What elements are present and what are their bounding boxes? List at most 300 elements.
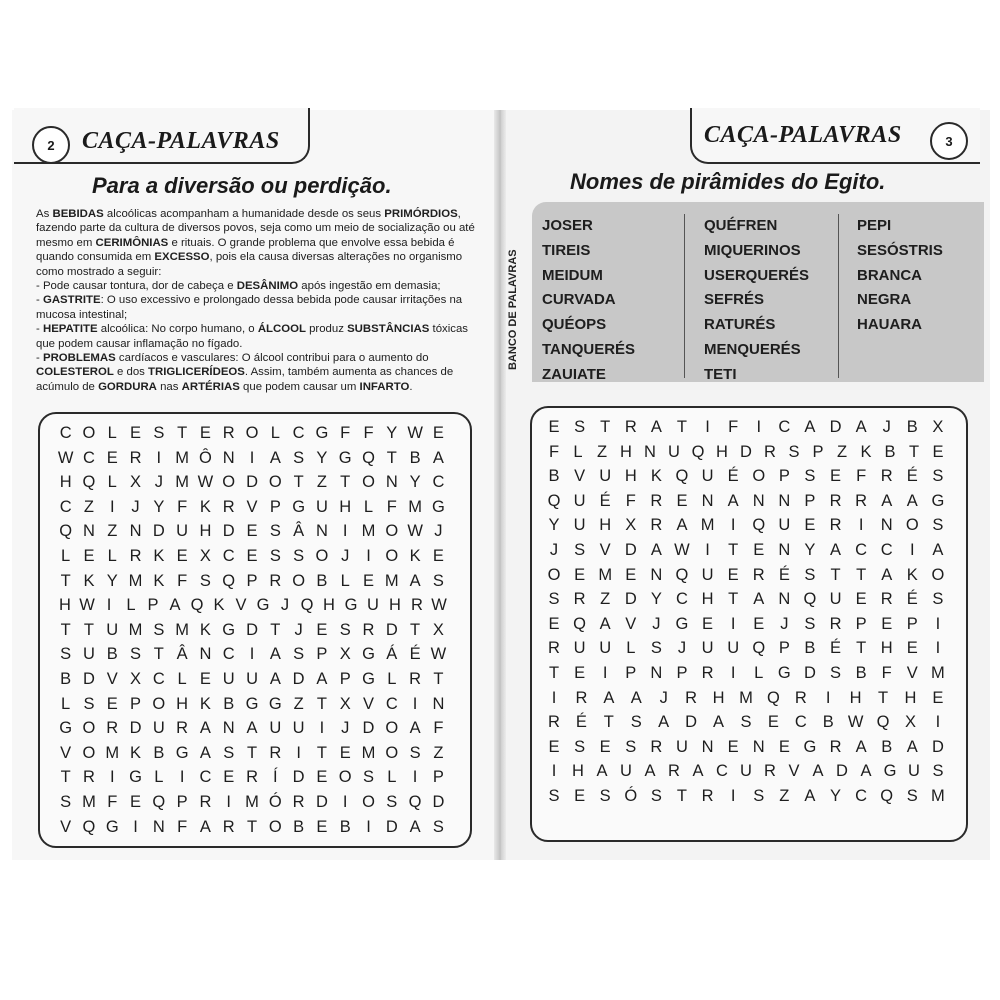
grid-letter[interactable]: M (598, 565, 613, 584)
grid-letter[interactable]: R (573, 590, 586, 609)
grid-letter[interactable]: W (430, 645, 447, 664)
grid-letter[interactable]: Z (779, 787, 790, 805)
grid-letter[interactable]: O (292, 571, 306, 590)
grid-letter[interactable]: V (363, 694, 375, 713)
grid-letter[interactable]: K (650, 467, 662, 486)
grid-letter[interactable]: E (906, 639, 918, 658)
grid-letter[interactable]: D (385, 620, 398, 639)
grid-letter[interactable]: R (650, 516, 663, 535)
grid-letter[interactable]: C (222, 547, 235, 565)
grid-letter[interactable]: I (342, 522, 348, 541)
grid-letter[interactable]: S (650, 639, 662, 658)
grid-letter[interactable]: O (385, 547, 399, 565)
grid-letter[interactable]: S (60, 793, 72, 811)
grid-letter[interactable]: K (83, 571, 95, 590)
grid-letter[interactable]: U (701, 639, 714, 658)
grid-letter[interactable]: A (409, 719, 421, 738)
grid-letter[interactable]: M (128, 571, 143, 590)
grid-letter[interactable]: E (199, 670, 211, 688)
grid-letter[interactable]: H (712, 688, 725, 707)
grid-letter[interactable]: J (659, 688, 668, 707)
grid-letter[interactable]: E (246, 522, 258, 541)
grid-letter[interactable]: O (222, 473, 236, 492)
grid-letter[interactable]: P (147, 596, 159, 615)
grid-letter[interactable]: D (836, 762, 848, 781)
grid-letter[interactable]: S (409, 743, 421, 762)
grid-letter[interactable]: S (432, 571, 444, 590)
grid-letter[interactable]: E (932, 442, 944, 461)
grid-letter[interactable]: I (730, 516, 736, 535)
grid-letter[interactable]: I (156, 448, 162, 467)
grid-letter[interactable]: J (341, 719, 350, 738)
grid-letter[interactable]: U (701, 565, 714, 584)
grid-letter[interactable]: A (269, 670, 281, 688)
grid-letter[interactable]: S (932, 590, 944, 609)
grid-letter[interactable]: C (432, 473, 445, 492)
grid-letter[interactable]: T (270, 620, 281, 639)
grid-letter[interactable]: M (361, 743, 376, 762)
grid-letter[interactable]: X (432, 620, 444, 639)
grid-letter[interactable]: G (268, 694, 282, 713)
grid-letter[interactable]: A (881, 491, 893, 510)
grid-letter[interactable]: E (432, 547, 444, 565)
grid-letter[interactable]: A (812, 762, 824, 781)
grid-letter[interactable]: R (829, 737, 842, 756)
grid-letter[interactable]: H (339, 497, 352, 516)
grid-letter[interactable]: G (803, 737, 817, 756)
grid-letter[interactable]: T (386, 448, 397, 467)
grid-letter[interactable]: L (340, 571, 350, 590)
grid-letter[interactable]: A (727, 491, 739, 510)
grid-letter[interactable]: R (548, 713, 560, 732)
grid-letter[interactable]: U (573, 491, 586, 510)
grid-letter[interactable]: R (855, 491, 868, 510)
grid-letter[interactable]: Z (836, 442, 848, 461)
grid-letter[interactable]: Z (83, 497, 94, 516)
grid-letter[interactable]: O (82, 424, 96, 442)
grid-letter[interactable]: S (199, 571, 211, 590)
grid-letter[interactable]: R (880, 590, 893, 609)
grid-letter[interactable]: Q (752, 639, 766, 658)
grid-letter[interactable]: E (932, 688, 944, 707)
grid-letter[interactable]: I (412, 694, 418, 713)
grid-letter[interactable]: T (830, 565, 841, 584)
grid-letter[interactable]: U (573, 516, 586, 535)
grid-letter[interactable]: C (676, 590, 688, 609)
grid-letter[interactable]: R (764, 442, 776, 461)
grid-letter[interactable]: Â (293, 522, 305, 541)
grid-letter[interactable]: O (385, 719, 399, 738)
grid-letter[interactable]: Q (82, 473, 96, 492)
grid-letter[interactable]: R (106, 719, 119, 738)
grid-letter[interactable]: R (764, 762, 776, 781)
grid-letter[interactable]: D (624, 541, 637, 559)
grid-letter[interactable]: S (153, 620, 165, 639)
grid-letter[interactable]: Q (573, 614, 587, 633)
grid-letter[interactable]: D (685, 713, 698, 732)
grid-letter[interactable]: F (340, 424, 351, 442)
grid-letter[interactable]: S (269, 522, 281, 541)
grid-letter[interactable]: A (409, 571, 421, 590)
grid-letter[interactable]: E (881, 614, 893, 633)
grid-letter[interactable]: P (316, 645, 328, 664)
grid-letter[interactable]: M (408, 497, 422, 516)
grid-letter[interactable]: A (855, 418, 867, 436)
grid-letter[interactable]: Q (752, 516, 766, 535)
grid-letter[interactable]: O (752, 467, 766, 486)
grid-letter[interactable]: T (676, 418, 688, 436)
grid-letter[interactable]: H (323, 596, 335, 615)
grid-letter[interactable]: F (548, 442, 560, 461)
grid-letter[interactable]: Ó (268, 793, 282, 811)
grid-letter[interactable]: O (385, 743, 399, 762)
grid-letter[interactable]: N (778, 590, 791, 609)
grid-letter[interactable]: C (292, 424, 305, 442)
grid-letter[interactable]: I (551, 762, 557, 781)
grid-letter[interactable]: R (82, 768, 95, 787)
grid-letter[interactable]: P (906, 614, 918, 633)
grid-letter[interactable]: T (600, 418, 611, 436)
grid-letter[interactable]: X (339, 694, 351, 713)
grid-letter[interactable]: Z (433, 743, 444, 762)
grid-letter[interactable]: T (60, 571, 71, 590)
grid-letter[interactable]: B (223, 694, 235, 713)
grid-letter[interactable]: S (932, 467, 944, 486)
grid-letter[interactable]: E (223, 768, 235, 787)
grid-letter[interactable]: E (339, 743, 351, 762)
grid-letter[interactable]: G (129, 768, 142, 787)
grid-letter[interactable]: A (199, 719, 211, 738)
grid-letter[interactable]: J (677, 639, 687, 658)
grid-letter[interactable]: J (341, 547, 350, 565)
grid-letter[interactable]: L (363, 497, 374, 516)
grid-letter[interactable]: E (804, 516, 816, 535)
grid-letter[interactable]: U (620, 762, 632, 781)
grid-letter[interactable]: P (778, 639, 790, 658)
grid-letter[interactable]: I (730, 664, 736, 682)
grid-letter[interactable]: L (626, 639, 636, 658)
grid-letter[interactable]: I (109, 497, 115, 516)
grid-letter[interactable]: Q (547, 491, 561, 510)
grid-letter[interactable]: L (126, 596, 136, 615)
grid-letter[interactable]: H (599, 516, 612, 535)
grid-letter[interactable]: Q (408, 793, 422, 811)
grid-letter[interactable]: H (59, 596, 71, 615)
grid-letter[interactable]: R (269, 571, 282, 590)
grid-letter[interactable]: E (246, 547, 258, 565)
grid-letter[interactable]: R (199, 793, 212, 811)
grid-letter[interactable]: G (931, 491, 945, 510)
grid-letter[interactable]: H (176, 694, 189, 713)
grid-letter[interactable]: L (387, 768, 397, 787)
grid-letter[interactable]: P (778, 467, 790, 486)
grid-letter[interactable]: U (676, 737, 688, 756)
grid-letter[interactable]: H (620, 442, 632, 461)
grid-letter[interactable]: S (574, 737, 586, 756)
grid-letter[interactable]: R (129, 448, 142, 467)
grid-letter[interactable]: M (175, 473, 189, 492)
grid-letter[interactable]: A (432, 448, 444, 467)
grid-letter[interactable]: K (906, 565, 918, 584)
grid-letter[interactable]: L (107, 547, 117, 565)
grid-letter[interactable]: M (105, 743, 120, 762)
grid-letter[interactable]: I (296, 743, 301, 762)
grid-letter[interactable]: M (175, 620, 189, 639)
grid-letter[interactable]: Q (880, 787, 894, 805)
grid-letter[interactable]: I (730, 787, 736, 805)
grid-letter[interactable]: K (213, 596, 225, 615)
grid-letter[interactable]: N (701, 491, 714, 510)
grid-letter[interactable]: C (716, 762, 728, 781)
grid-letter[interactable]: X (199, 547, 211, 565)
grid-letter[interactable]: I (730, 614, 736, 633)
grid-letter[interactable]: D (931, 737, 944, 756)
grid-letter[interactable]: R (880, 467, 893, 486)
grid-letter[interactable]: Q (675, 565, 689, 584)
grid-letter[interactable]: B (106, 645, 118, 664)
grid-letter[interactable]: E (548, 614, 560, 633)
grid-letter[interactable]: J (131, 497, 140, 516)
grid-letter[interactable]: S (153, 424, 165, 442)
grid-letter[interactable]: R (409, 670, 422, 688)
grid-letter[interactable]: E (574, 664, 586, 682)
grid-letter[interactable]: G (245, 694, 259, 713)
grid-letter[interactable]: O (268, 473, 282, 492)
grid-letter[interactable]: R (624, 418, 637, 436)
grid-letter[interactable]: Y (650, 590, 662, 609)
grid-letter[interactable]: I (935, 614, 941, 633)
grid-letter[interactable]: V (235, 596, 247, 615)
grid-letter[interactable]: T (246, 743, 258, 762)
grid-letter[interactable]: F (881, 664, 892, 682)
grid-letter[interactable]: N (701, 737, 714, 756)
grid-letter[interactable]: N (315, 522, 328, 541)
grid-letter[interactable]: E (625, 565, 637, 584)
grid-letter[interactable]: U (599, 467, 612, 486)
grid-letter[interactable]: H (389, 596, 401, 615)
grid-letter[interactable]: E (599, 737, 611, 756)
grid-letter[interactable]: Z (596, 442, 608, 461)
grid-letter[interactable]: E (753, 614, 765, 633)
grid-letter[interactable]: R (222, 817, 235, 836)
grid-letter[interactable]: W (847, 713, 864, 732)
grid-letter[interactable]: I (342, 793, 348, 811)
grid-letter[interactable]: K (860, 442, 872, 461)
grid-letter[interactable]: R (829, 614, 842, 633)
grid-letter[interactable]: A (906, 491, 918, 510)
grid-letter[interactable]: R (269, 743, 282, 762)
grid-letter[interactable]: A (603, 688, 615, 707)
grid-letter[interactable]: H (849, 688, 862, 707)
grid-letter[interactable]: T (60, 620, 71, 639)
grid-letter[interactable]: M (128, 620, 143, 639)
grid-letter[interactable]: F (386, 497, 397, 516)
grid-letter[interactable]: S (906, 787, 918, 805)
grid-letter[interactable]: S (548, 590, 560, 609)
grid-letter[interactable]: E (83, 547, 95, 565)
grid-letter[interactable]: A (246, 719, 258, 738)
grid-letter[interactable]: I (551, 688, 557, 707)
grid-letter[interactable]: G (777, 664, 791, 682)
grid-letter[interactable]: Á (386, 645, 398, 664)
grid-letter[interactable]: I (133, 817, 138, 836)
grid-letter[interactable]: N (129, 522, 142, 541)
grid-letter[interactable]: É (830, 639, 842, 658)
grid-letter[interactable]: T (83, 620, 94, 639)
grid-letter[interactable]: H (716, 442, 728, 461)
grid-letter[interactable]: É (778, 565, 790, 584)
grid-letter[interactable]: T (246, 817, 258, 836)
grid-letter[interactable]: U (292, 719, 305, 738)
grid-letter[interactable]: M (82, 793, 96, 811)
grid-letter[interactable]: R (650, 737, 663, 756)
grid-letter[interactable]: R (222, 424, 235, 442)
grid-letter[interactable]: P (339, 670, 351, 688)
grid-letter[interactable]: N (199, 645, 212, 664)
grid-letter[interactable]: C (880, 541, 893, 559)
grid-letter[interactable]: N (880, 516, 893, 535)
grid-letter[interactable]: C (222, 645, 235, 664)
grid-letter[interactable]: I (412, 768, 418, 787)
grid-letter[interactable]: P (625, 664, 637, 682)
grid-letter[interactable]: U (829, 590, 842, 609)
grid-letter[interactable]: A (906, 737, 918, 756)
grid-letter[interactable]: G (292, 497, 306, 516)
grid-letter[interactable]: J (780, 614, 789, 633)
grid-letter[interactable]: É (727, 467, 739, 486)
grid-letter[interactable]: E (574, 787, 586, 805)
grid-letter[interactable]: Y (409, 473, 421, 492)
grid-letter[interactable]: A (199, 743, 211, 762)
grid-letter[interactable]: R (222, 497, 235, 516)
grid-letter[interactable]: B (409, 448, 421, 467)
grid-letter[interactable]: E (548, 418, 560, 436)
grid-letter[interactable]: G (175, 743, 189, 762)
grid-letter[interactable]: G (105, 817, 119, 836)
grid-letter[interactable]: L (270, 424, 280, 442)
grid-letter[interactable]: R (292, 793, 305, 811)
grid-letter[interactable]: H (701, 590, 714, 609)
grid-letter[interactable]: T (908, 442, 920, 461)
grid-letter[interactable]: X (904, 713, 916, 732)
grid-letter[interactable]: S (804, 565, 816, 584)
grid-letter[interactable]: A (753, 590, 765, 609)
grid-letter[interactable]: N (778, 541, 791, 559)
grid-letter[interactable]: M (384, 571, 399, 590)
grid-letter[interactable]: I (602, 664, 608, 682)
grid-letter[interactable]: A (692, 762, 704, 781)
grid-letter[interactable]: C (385, 694, 398, 713)
grid-letter[interactable]: F (728, 418, 739, 436)
grid-letter[interactable]: G (362, 645, 375, 664)
grid-letter[interactable]: B (884, 442, 896, 461)
grid-letter[interactable]: X (130, 670, 142, 688)
grid-letter[interactable]: B (822, 713, 834, 732)
grid-letter[interactable]: E (316, 817, 328, 836)
grid-letter[interactable]: U (727, 639, 740, 658)
grid-letter[interactable]: F (625, 491, 636, 510)
grid-letter[interactable]: L (387, 670, 397, 688)
grid-letter[interactable]: K (153, 547, 165, 565)
grid-letter[interactable]: S (130, 645, 142, 664)
grid-letter[interactable]: A (881, 565, 893, 584)
grid-letter[interactable]: B (548, 467, 560, 486)
grid-letter[interactable]: P (855, 614, 867, 633)
grid-letter[interactable]: S (630, 713, 642, 732)
grid-letter[interactable]: R (752, 565, 765, 584)
grid-letter[interactable]: P (432, 768, 444, 787)
grid-letter[interactable]: F (177, 497, 188, 516)
grid-letter[interactable]: H (904, 688, 917, 707)
grid-letter[interactable]: A (630, 688, 642, 707)
grid-letter[interactable]: A (804, 787, 816, 805)
grid-letter[interactable]: M (931, 787, 945, 805)
grid-letter[interactable]: Q (876, 713, 890, 732)
grid-letter[interactable]: H (59, 473, 72, 492)
grid-letter[interactable]: C (152, 670, 165, 688)
grid-letter[interactable]: E (676, 491, 688, 510)
grid-letter[interactable]: S (386, 793, 398, 811)
grid-letter[interactable]: A (650, 418, 662, 436)
grid-letter[interactable]: S (83, 694, 95, 713)
grid-letter[interactable]: U (668, 442, 680, 461)
grid-letter[interactable]: P (812, 442, 824, 461)
grid-letter[interactable]: U (367, 596, 379, 615)
grid-letter[interactable]: G (256, 596, 270, 615)
grid-letter[interactable]: S (339, 620, 351, 639)
grid-letter[interactable]: G (315, 424, 329, 442)
grid-letter[interactable]: N (222, 448, 235, 467)
grid-letter[interactable]: C (59, 424, 72, 442)
grid-letter[interactable]: Q (766, 688, 780, 707)
grid-letter[interactable]: A (658, 713, 670, 732)
grid-letter[interactable]: E (432, 424, 444, 442)
grid-letter[interactable]: K (199, 694, 211, 713)
grid-letter[interactable]: V (60, 817, 72, 836)
grid-letter[interactable]: R (176, 719, 189, 738)
grid-letter[interactable]: E (130, 793, 142, 811)
grid-letter[interactable]: T (410, 620, 421, 639)
grid-letter[interactable]: F (177, 817, 188, 836)
grid-letter[interactable]: A (409, 817, 421, 836)
grid-letter[interactable]: Y (548, 516, 560, 535)
grid-letter[interactable]: T (676, 787, 688, 805)
grid-letter[interactable]: É (575, 713, 587, 732)
grid-letter[interactable]: D (362, 719, 375, 738)
grid-letter[interactable]: Ó (624, 787, 638, 805)
grid-letter[interactable]: E (727, 737, 739, 756)
grid-letter[interactable]: O (268, 817, 282, 836)
grid-letter[interactable]: I (109, 768, 115, 787)
grid-letter[interactable]: T (433, 670, 444, 688)
grid-letter[interactable]: R (575, 688, 588, 707)
grid-letter[interactable]: E (702, 614, 714, 633)
grid-letter[interactable]: E (855, 590, 867, 609)
grid-letter[interactable]: R (362, 620, 375, 639)
grid-letter[interactable]: T (856, 565, 867, 584)
grid-letter[interactable]: B (906, 418, 918, 436)
grid-letter[interactable]: E (548, 737, 560, 756)
grid-letter[interactable]: U (573, 639, 586, 658)
grid-letter[interactable]: I (366, 817, 371, 836)
grid-letter[interactable]: L (61, 694, 71, 713)
grid-letter[interactable]: X (932, 418, 944, 436)
grid-letter[interactable]: P (804, 491, 816, 510)
grid-letter[interactable]: D (432, 793, 445, 811)
grid-letter[interactable]: J (154, 473, 163, 492)
grid-letter[interactable]: S (363, 768, 375, 787)
grid-letter[interactable]: O (315, 547, 329, 565)
